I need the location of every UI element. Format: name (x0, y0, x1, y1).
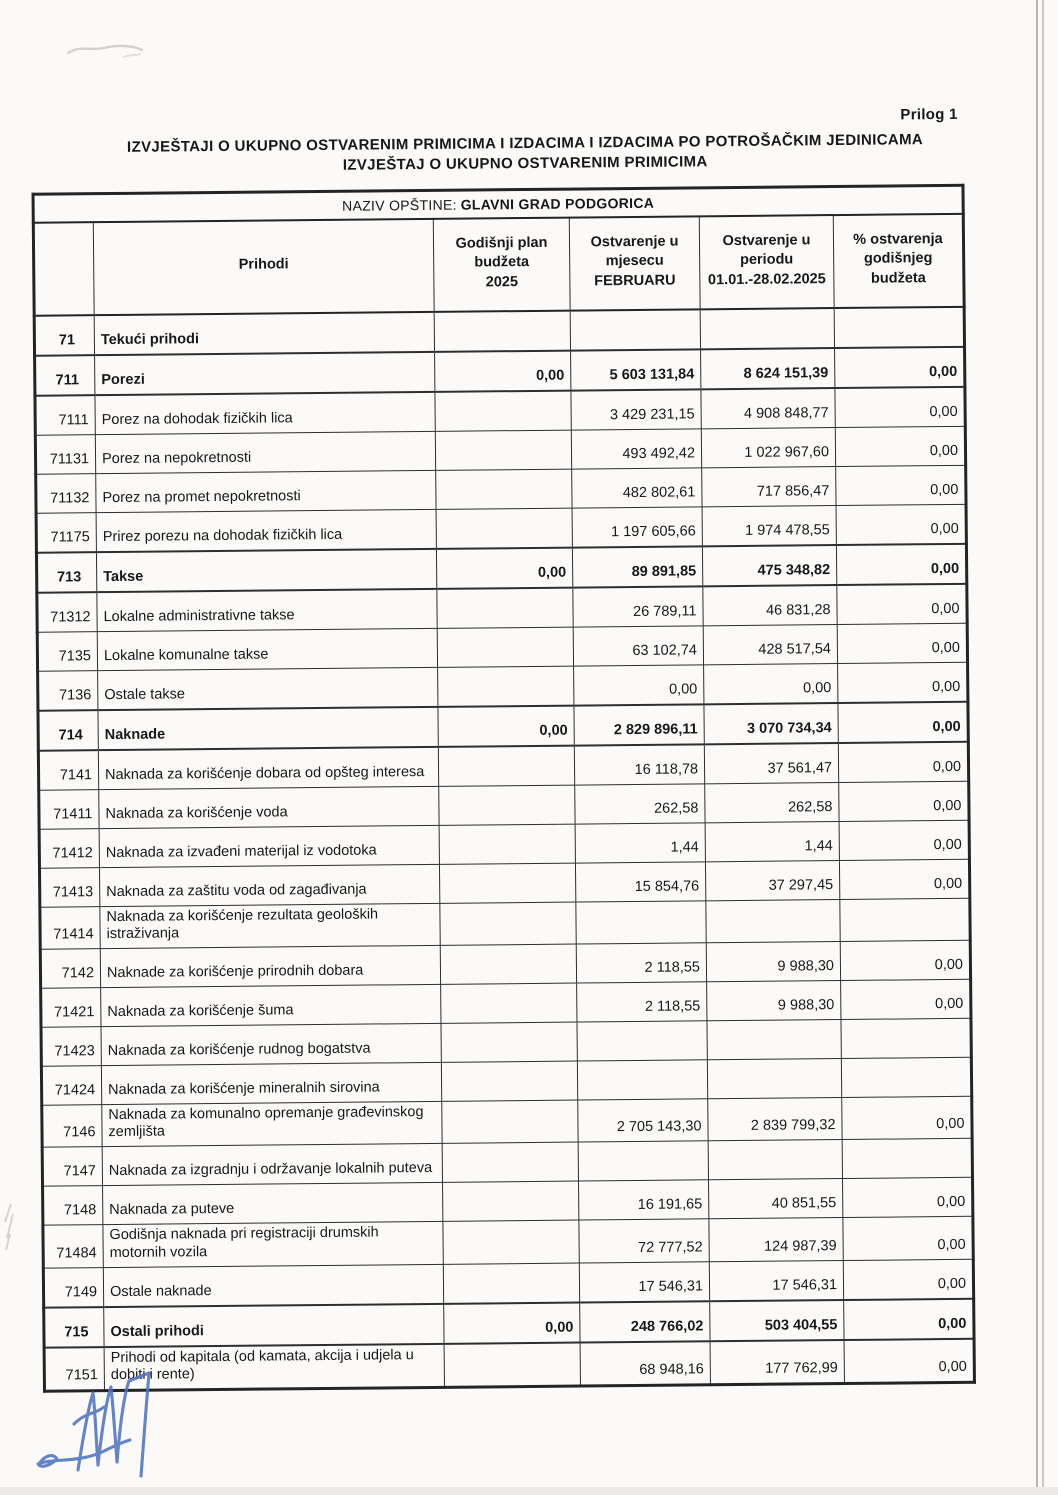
cell-name: Naknada za korišćenje dobara od opšteg interesa (98, 747, 438, 790)
revenue-table (31, 184, 975, 1393)
cell-period: 8 624 151,39 (701, 348, 835, 389)
cell-code: 71132 (36, 474, 96, 514)
column-header-percent: % ostvarenja godišnjeg budžeta (833, 214, 964, 308)
cell-period: 1 974 478,55 (702, 506, 836, 547)
cell-pct: 0,00 (835, 347, 965, 388)
cell-plan (441, 983, 577, 1023)
cell-name: Lokalne administrativne takse (97, 589, 437, 632)
cell-period: 475 348,82 (702, 545, 836, 586)
cell-pct: 0,00 (837, 584, 967, 625)
column-header-period: Ostvarenje u periodu 01.01.-28.02.2025 (699, 215, 834, 309)
cell-name: Naknada za korišćenje rezultata geoloških istraživanja (100, 903, 440, 948)
municipality-label: NAZIV OPŠTINE: (342, 196, 457, 214)
cell-code: 711 (35, 355, 95, 396)
cell-month: 5 603 131,84 (571, 349, 701, 390)
cell-code: 71312 (37, 592, 97, 632)
cell-period: 2 839 799,32 (708, 1098, 842, 1142)
cell-pct (840, 898, 970, 941)
cell-code: 7136 (38, 671, 98, 711)
cell-pct: 0,00 (835, 426, 965, 466)
cell-name: Naknada za izvađeni materijal iz vodotoka (99, 825, 439, 867)
cell-name: Naknada za korišćenje šuma (101, 985, 441, 1027)
table-row (44, 1338, 974, 1391)
cell-pct: 0,00 (837, 623, 967, 663)
cell-code: 71423 (41, 1027, 101, 1067)
cell-month: 2 829 896,11 (574, 704, 704, 745)
cell-month: 26 789,11 (573, 586, 703, 627)
cell-code: 71484 (43, 1225, 103, 1268)
cell-month: 493 492,42 (571, 429, 701, 469)
cell-month: 2 118,55 (576, 943, 706, 983)
cell-name: Godišnja naknada pri registraciji drumskih motornih vozila (103, 1222, 443, 1267)
municipality-name: GLAVNI GRAD PODGORICA (460, 194, 655, 213)
cell-plan (435, 430, 571, 470)
cell-name: Porez na promet nepokretnosti (96, 470, 436, 512)
cell-plan (440, 902, 576, 946)
revenue-table-body (34, 307, 974, 1391)
cell-plan (443, 1220, 579, 1264)
cell-month: 15 854,76 (575, 862, 705, 902)
cell-name: Prihodi od kapitala (od kamata, akcija i udjela u dobiti i rente) (104, 1344, 444, 1391)
cell-plan (437, 588, 573, 629)
cell-period: 1,44 (705, 822, 839, 862)
cell-period: 428 517,54 (703, 625, 837, 665)
cell-month: 262,58 (575, 784, 705, 824)
cell-month: 1,44 (575, 823, 705, 863)
cell-period: 37 297,45 (705, 861, 839, 901)
cell-pct: 0,00 (839, 859, 969, 899)
cell-code: 71413 (39, 868, 99, 908)
cell-period: 262,58 (705, 783, 839, 823)
cell-period (700, 308, 834, 349)
cell-pct: 0,00 (838, 742, 968, 783)
cell-pct: 0,00 (836, 504, 966, 545)
cell-code: 71 (34, 315, 94, 356)
cell-plan (438, 666, 574, 707)
cell-name: Lokalne komunalne takse (97, 628, 437, 670)
cell-plan (443, 1181, 579, 1221)
cell-pct: 0,00 (840, 941, 970, 981)
cell-period: 40 851,55 (709, 1179, 843, 1219)
cell-month: 17 546,31 (579, 1261, 709, 1302)
cell-name: Takse (96, 549, 436, 592)
cell-month (576, 901, 706, 944)
cell-month: 248 766,02 (580, 1301, 710, 1342)
cell-pct: 0,00 (844, 1298, 974, 1339)
cell-code: 715 (44, 1307, 104, 1348)
cell-plan (439, 785, 575, 825)
cell-pct: 0,00 (841, 979, 971, 1019)
cell-code: 7148 (43, 1186, 103, 1226)
cell-name: Ostali prihodi (104, 1304, 444, 1347)
cell-plan (441, 1022, 577, 1062)
cell-pct: 0,00 (838, 662, 968, 703)
cell-pct: 0,00 (838, 702, 968, 743)
cell-code: 7141 (38, 750, 98, 790)
cell-name: Naknada za zaštitu voda od zagađivanja (99, 864, 439, 906)
cell-plan: 0,00 (435, 351, 571, 392)
cell-name: Naknada za korišćenje rudnog bogatstva (101, 1024, 441, 1066)
cell-name: Ostale naknade (103, 1264, 443, 1307)
cell-name: Porez na dohodak fizičkih lica (95, 392, 435, 435)
cell-name: Naknada za komunalno opremanje građevinskog zemljišta (102, 1102, 442, 1147)
column-header-code (33, 222, 94, 316)
column-header-month: Ostvarenje u mjesecu FEBRUARU (569, 216, 700, 310)
cell-period (707, 1059, 841, 1099)
cell-code: 7147 (42, 1147, 102, 1187)
cell-period: 9 988,30 (706, 942, 840, 982)
cell-code: 7149 (43, 1267, 103, 1307)
cell-month (578, 1141, 708, 1181)
cell-code: 714 (38, 710, 98, 751)
cell-pct: 0,00 (843, 1259, 973, 1300)
cell-month: 482 802,61 (572, 468, 702, 508)
cell-month: 68 948,16 (580, 1341, 710, 1386)
cell-period: 17 546,31 (709, 1260, 843, 1301)
cell-period: 9 988,30 (707, 981, 841, 1021)
cell-code: 71421 (41, 988, 101, 1028)
cell-plan (436, 508, 572, 549)
cell-pct: 0,00 (842, 1096, 972, 1139)
cell-name: Naknade za korišćenje prirodnih dobara (100, 946, 440, 988)
annex-label: Prilog 1 (900, 105, 958, 124)
cell-code: 7135 (37, 632, 97, 672)
cell-plan (442, 1142, 578, 1182)
cell-month (577, 1021, 707, 1061)
cell-code: 7151 (44, 1347, 104, 1391)
cell-month: 2 705 143,30 (578, 1099, 708, 1142)
cell-period (708, 1140, 842, 1180)
cell-code: 71414 (40, 907, 100, 950)
cell-month: 16 118,78 (574, 744, 704, 785)
cell-period: 717 856,47 (702, 467, 836, 507)
cell-month: 0,00 (574, 665, 704, 706)
cell-name: Naknada za korišćenje mineralnih sirovina (101, 1063, 441, 1105)
cell-code: 71411 (39, 790, 99, 830)
column-header-plan: Godišnji plan budžeta 2025 (433, 218, 570, 312)
cell-name: Prirez porezu na dohodak fizičkih lica (96, 509, 436, 552)
cell-period: 503 404,55 (710, 1300, 844, 1341)
cell-period: 124 987,39 (709, 1218, 843, 1262)
cell-period (707, 1020, 841, 1060)
cell-name: Naknada za korišćenje voda (99, 786, 439, 828)
cell-period: 177 762,99 (710, 1340, 844, 1385)
cell-plan (439, 824, 575, 864)
cell-pct: 0,00 (835, 387, 965, 428)
cell-pct: 0,00 (844, 1338, 974, 1383)
cell-month: 63 102,74 (573, 626, 703, 666)
cell-plan (444, 1342, 580, 1387)
cell-name: Ostale takse (98, 667, 438, 710)
cell-code: 71131 (35, 435, 95, 475)
cell-plan (435, 391, 571, 432)
cell-month: 16 191,65 (579, 1180, 709, 1220)
cell-plan (441, 1061, 577, 1101)
report-title-line1: IZVJEŠTAJI O UKUPNO OSTVARENIM PRIMICIMA I IZDACIMA I IZDACIMA PO POTROŠAČKIM JEDINICAMA (126, 131, 924, 156)
cell-name: Tekući prihodi (94, 312, 434, 355)
cell-name: Naknade (98, 707, 438, 750)
cell-name: Naknada za puteve (103, 1183, 443, 1225)
cell-pct (841, 1018, 971, 1058)
report-title-line2: IZVJEŠTAJ O UKUPNO OSTVARENIM PRIMICIMA (342, 153, 708, 174)
cell-plan (442, 1100, 578, 1144)
column-header-prihodi: Prihodi (93, 219, 434, 315)
cell-plan: 0,00 (436, 548, 572, 589)
cell-month: 89 891,85 (572, 546, 702, 587)
cell-code: 7142 (40, 949, 100, 989)
cell-code: 7146 (42, 1105, 102, 1148)
cell-period: 37 561,47 (704, 743, 838, 784)
cell-name: Porez na nepokretnosti (95, 431, 435, 473)
cell-pct (842, 1139, 972, 1179)
cell-plan (437, 627, 573, 667)
cell-plan (439, 863, 575, 903)
cell-period: 0,00 (704, 664, 838, 705)
cell-code: 713 (36, 552, 96, 593)
cell-code: 7111 (35, 395, 95, 435)
cell-pct: 0,00 (839, 781, 969, 821)
column-header-row (33, 214, 964, 316)
cell-pct: 0,00 (843, 1178, 973, 1218)
cell-month: 2 118,55 (577, 982, 707, 1022)
cell-pct (834, 307, 964, 348)
cell-period: 3 070 734,34 (704, 703, 838, 744)
cell-plan (436, 469, 572, 509)
cell-plan (443, 1263, 579, 1304)
cell-plan: 0,00 (438, 706, 574, 747)
cell-plan (434, 311, 570, 352)
cell-code: 71412 (39, 829, 99, 869)
scan-bottom-shadow (0, 1487, 1058, 1495)
cell-period (706, 900, 840, 944)
cell-code: 71424 (41, 1066, 101, 1106)
cell-code: 71175 (36, 513, 96, 553)
cell-pct: 0,00 (843, 1217, 973, 1260)
cell-month: 1 197 605,66 (572, 507, 702, 548)
cell-month (577, 1060, 707, 1100)
cell-period: 4 908 848,77 (701, 388, 835, 429)
cell-plan: 0,00 (444, 1302, 580, 1343)
cell-month: 72 777,52 (579, 1219, 709, 1262)
cell-period: 46 831,28 (703, 585, 837, 626)
cell-name: Naknada za izgradnju i održavanje lokalnih puteva (102, 1144, 442, 1186)
cell-pct: 0,00 (839, 820, 969, 860)
cell-month: 3 429 231,15 (571, 389, 701, 430)
cell-period: 1 022 967,60 (701, 428, 835, 468)
cell-month (570, 309, 700, 350)
cell-pct: 0,00 (836, 465, 966, 505)
cell-plan (438, 746, 574, 787)
cell-plan (440, 944, 576, 984)
cell-pct (841, 1057, 971, 1097)
cell-name: Porezi (95, 352, 435, 395)
cell-pct: 0,00 (836, 544, 966, 585)
